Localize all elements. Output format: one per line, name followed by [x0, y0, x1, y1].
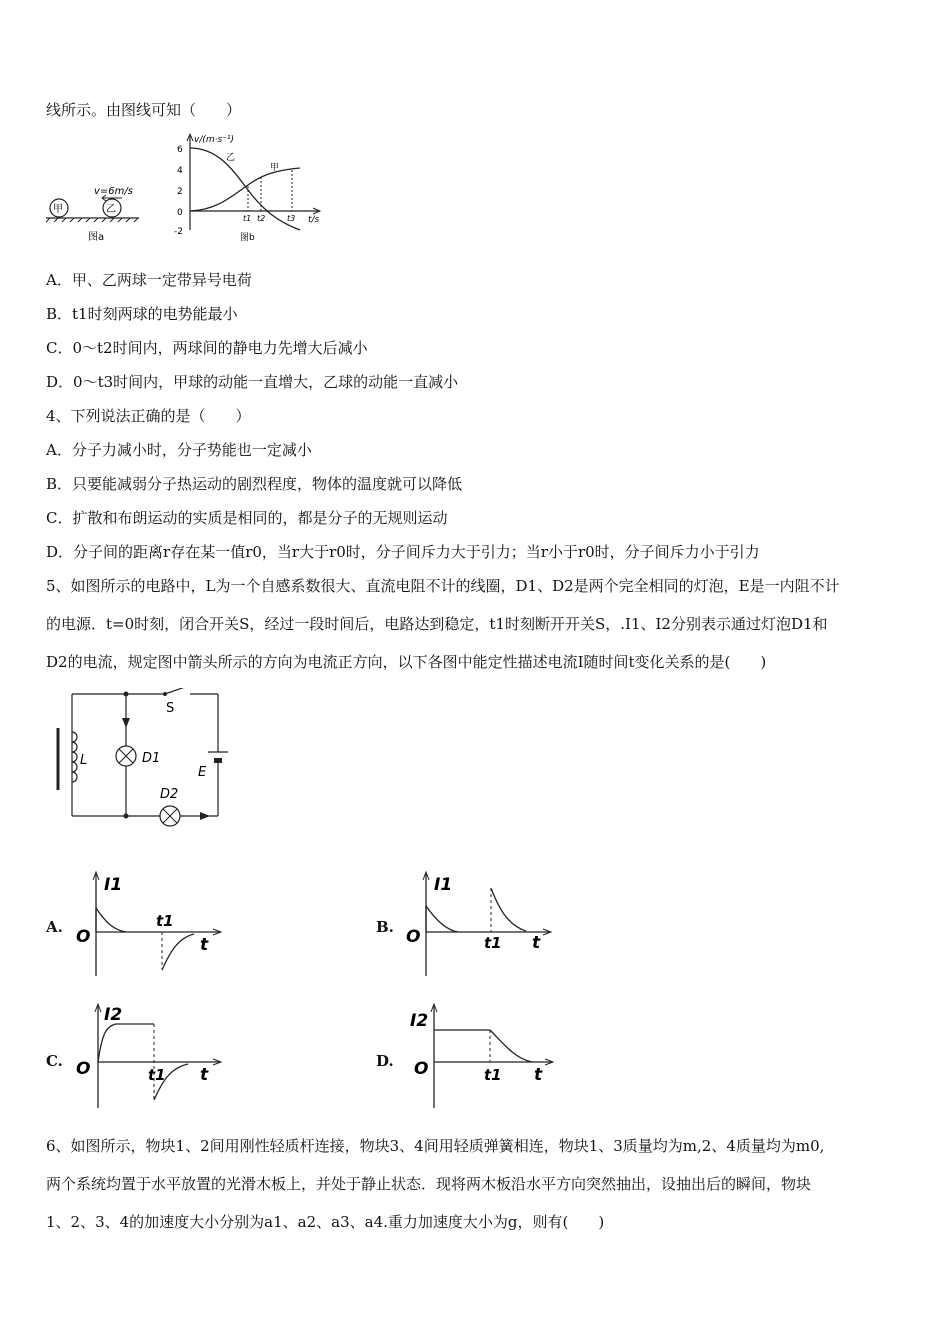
coil-label: L — [80, 753, 88, 768]
svg-text:t3: t3 — [287, 214, 296, 223]
choice-d-label[interactable]: D. — [376, 1052, 394, 1070]
svg-text:O: O — [76, 1059, 91, 1079]
svg-text:t1: t1 — [484, 934, 502, 952]
svg-text:t: t — [532, 933, 541, 953]
svg-text:0: 0 — [177, 208, 183, 218]
ball-jia-label: 甲 — [53, 204, 63, 215]
svg-text:O: O — [414, 1059, 429, 1079]
svg-text:t: t — [200, 935, 209, 955]
choice-b-graph[interactable] — [400, 868, 560, 978]
svg-text:2: 2 — [177, 187, 183, 197]
q4-stem: 4、下列说法正确的是（ ） — [46, 407, 251, 425]
svg-text:t: t — [534, 1065, 543, 1085]
choice-c-graph[interactable] — [70, 1000, 230, 1110]
svg-text:t2: t2 — [257, 214, 266, 223]
choice-d-graph[interactable] — [400, 1000, 560, 1110]
coil-l — [72, 732, 77, 782]
q3-option-a: A．甲、乙两球一定带异号电荷 — [46, 271, 252, 289]
curve-jia-label: 甲 — [270, 163, 280, 173]
switch-label: S — [166, 701, 175, 716]
q4-option-d: D．分子间的距离r存在某一值r0，当r大于r0时，分子间斥力大于引力；当r小于r0时，分子间斥力小于引力 — [46, 543, 760, 561]
ball-yi-label: 乙 — [106, 204, 116, 215]
q3-figure-b — [168, 130, 328, 245]
curve-pos — [491, 888, 526, 931]
switch-s — [165, 688, 188, 694]
q5-stem-line2: 的电源．t=0时刻，闭合开关S，经过一段时间后，电路达到稳定，t1时刻断开开关S，.I1、I2分别表示通过灯泡D1和 — [46, 615, 828, 633]
choice-c-label[interactable]: C. — [46, 1052, 63, 1070]
q6-stem-line2: 两个系统均置于水平放置的光滑木板上，并处于静止状态．现将两木板沿水平方向突然抽出，设抽出后的瞬间，物块 — [46, 1175, 812, 1193]
curve-neg — [162, 934, 194, 970]
svg-text:O: O — [76, 927, 91, 947]
choice-a-graph[interactable] — [70, 868, 230, 978]
curve — [96, 908, 126, 932]
q5-stem-line3: D2的电流，规定图中箭头所示的方向为电流正方向，以下各图中能定性描述电流I随时间t变化关系的是( ) — [46, 653, 767, 671]
fig-b-xlabel: t/s — [308, 215, 320, 225]
q4-option-b: B．只要能减弱分子热运动的剧烈程度，物体的温度就可以降低 — [46, 475, 463, 493]
fig-b-caption: 图b — [240, 233, 255, 243]
q5-stem-line1: 5、如图所示的电路中，L为一个自感系数很大、直流电阻不计的线圈，D1、D2是两个完全相同的灯泡，E是一内阻不计 — [46, 577, 840, 595]
q3-figure-a — [44, 178, 144, 248]
curve-yi-label: 乙 — [226, 153, 236, 163]
choice-b-label[interactable]: B. — [376, 918, 394, 936]
svg-text:t1: t1 — [156, 912, 174, 930]
choice-a-label[interactable]: A. — [46, 918, 63, 936]
svg-text:t: t — [200, 1065, 209, 1085]
svg-text:4: 4 — [177, 166, 183, 176]
svg-text:I1: I1 — [104, 875, 123, 895]
q5-circuit — [50, 688, 240, 833]
svg-text:-2: -2 — [174, 227, 183, 237]
svg-text:O: O — [406, 927, 421, 947]
svg-text:I1: I1 — [434, 875, 453, 895]
curve — [98, 1024, 154, 1062]
q6-stem-line3: 1、2、3、4的加速度大小分别为a1、a2、a3、a4.重力加速度大小为g，则有( ) — [46, 1213, 605, 1231]
velocity-label: v=6m/s — [94, 186, 133, 197]
curve — [426, 906, 458, 932]
q6-stem-line1: 6、如图所示，物块1、2间用刚性轻质杆连接，物块3、4间用轻质弹簧相连，物块1、3质量均为m,2、4质量均为m0, — [46, 1137, 825, 1155]
curve — [490, 1030, 532, 1062]
source-label: E — [198, 765, 207, 780]
svg-text:I2: I2 — [410, 1011, 429, 1031]
svg-text:I2: I2 — [104, 1005, 123, 1025]
battery-short — [214, 758, 222, 763]
fig-a-caption: 图a — [88, 232, 105, 243]
lamp-d1-label: D1 — [142, 751, 161, 766]
svg-text:t1: t1 — [148, 1066, 166, 1084]
lamp-d2-label: D2 — [160, 787, 179, 802]
q3-stem-tail: 线所示。由图线可知（ ） — [46, 101, 242, 119]
q3-option-c: C．0～t2时间内，两球间的静电力先增大后减小 — [46, 339, 368, 357]
svg-text:6: 6 — [177, 145, 183, 155]
q3-option-d: D．0～t3时间内，甲球的动能一直增大，乙球的动能一直减小 — [46, 373, 459, 391]
q3-option-b: B．t1时刻两球的电势能最小 — [46, 305, 238, 323]
fig-b-ylabel: v/(m·s⁻¹) — [194, 135, 235, 145]
q4-option-c: C．扩散和布朗运动的实质是相同的，都是分子的无规则运动 — [46, 509, 448, 527]
svg-text:t1: t1 — [484, 1066, 502, 1084]
svg-text:t1: t1 — [243, 214, 252, 223]
curve-jia — [190, 168, 300, 211]
q4-option-a: A．分子力减小时，分子势能也一定减小 — [46, 441, 312, 459]
